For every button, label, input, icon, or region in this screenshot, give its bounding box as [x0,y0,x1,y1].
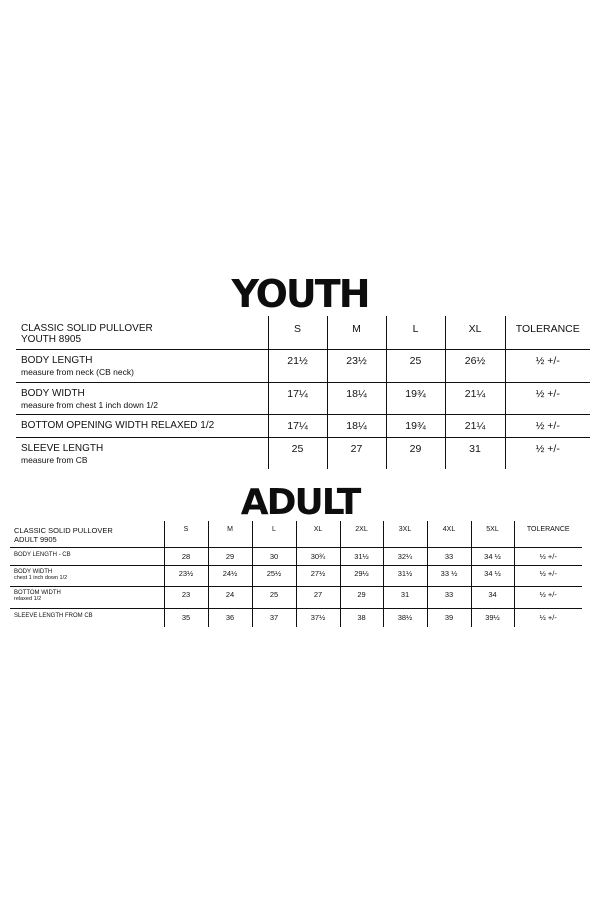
cell-tolerance: ½ +/- [514,565,582,586]
adult-size-m: M [208,521,252,547]
cell-value: 18¼ [327,414,386,437]
cell-value: 39 [427,608,471,627]
cell-value: 32¼ [383,547,427,565]
row-title: SLEEVE LENGTH FROM CB [14,612,93,619]
adult-product-name: CLASSIC SOLID PULLOVER [14,526,113,535]
row-label [16,382,268,414]
cell-value: 37½ [296,608,340,627]
cell-tolerance: ½ +/- [505,382,590,414]
row-label [10,565,164,586]
row-label [10,608,164,627]
cell-value: 30¾ [296,547,340,565]
row-title: BODY LENGTH [21,354,93,366]
cell-value: 34 ½ [471,565,514,586]
table-row [10,608,582,627]
row-title: SLEEVE LENGTH [21,442,104,454]
cell-value: 34 [471,586,514,608]
adult-size-table [10,521,582,627]
youth-tolerance-header: TOLERANCE [505,316,590,349]
cell-value: 25 [252,586,296,608]
cell-value: 25½ [252,565,296,586]
row-title: BOTTOM WIDTH [14,589,61,596]
cell-value: 27 [296,586,340,608]
adult-tolerance-header: TOLERANCE [514,521,582,547]
cell-value: 27 [327,437,386,469]
adult-product-code: ADULT 9905 [14,535,57,544]
table-row [10,547,582,565]
row-label [10,547,164,565]
cell-value: 33 [427,586,471,608]
cell-value: 33 ½ [427,565,471,586]
cell-tolerance: ½ +/- [514,547,582,565]
adult-size-l: L [252,521,296,547]
table-row [16,414,590,437]
youth-size-m: M [327,316,386,349]
youth-size-table [16,316,590,469]
cell-value: 31 [445,437,505,469]
cell-value: 35 [164,608,208,627]
cell-tolerance: ½ +/- [505,349,590,382]
youth-product-cell [16,316,268,349]
adult-heading: ADULT [240,482,360,523]
row-subtitle: relaxed 1/2 [14,595,42,602]
cell-value: 30 [252,547,296,565]
cell-value: 23 [164,586,208,608]
cell-value: 28 [164,547,208,565]
cell-value: 25 [268,437,327,469]
adult-product-cell [10,521,164,547]
youth-product-code: YOUTH 8905 [21,334,82,345]
adult-header-row [10,521,582,547]
cell-value: 26½ [445,349,505,382]
row-title: BODY LENGTH - CB [14,551,71,558]
cell-value: 29 [386,437,445,469]
cell-value: 31½ [383,565,427,586]
cell-value: 17¼ [268,414,327,437]
cell-tolerance: ½ +/- [514,608,582,627]
cell-value: 36 [208,608,252,627]
adult-size-5xl: 5XL [471,521,514,547]
cell-value: 29 [208,547,252,565]
cell-value: 38½ [383,608,427,627]
youth-size-l: L [386,316,445,349]
cell-value: 29½ [340,565,383,586]
cell-value: 29 [340,586,383,608]
row-title: BODY WIDTH [14,568,53,575]
cell-value: 18¼ [327,382,386,414]
cell-value: 39½ [471,608,514,627]
adult-size-s: S [164,521,208,547]
table-row [16,349,590,382]
cell-value: 21¼ [445,414,505,437]
cell-value: 24½ [208,565,252,586]
cell-value: 33 [427,547,471,565]
cell-value: 24 [208,586,252,608]
youth-size-xl: XL [445,316,505,349]
adult-size-3xl: 3XL [383,521,427,547]
youth-product-name: CLASSIC SOLID PULLOVER [21,323,153,334]
cell-value: 25 [386,349,445,382]
row-label [10,586,164,608]
cell-value: 34 ½ [471,547,514,565]
youth-size-s: S [268,316,327,349]
cell-value: 19¾ [386,414,445,437]
row-subtitle: measure from CB [21,454,88,465]
table-row [16,437,590,469]
table-row [10,565,582,586]
row-label [16,437,268,469]
row-label [16,349,268,382]
cell-value: 21¼ [445,382,505,414]
cell-tolerance: ½ +/- [505,414,590,437]
youth-header-row [16,316,590,349]
row-subtitle: measure from chest 1 inch down 1/2 [21,399,159,410]
cell-value: 19¾ [386,382,445,414]
row-subtitle: chest 1 inch down 1/2 [14,574,68,581]
row-label [16,414,268,437]
cell-tolerance: ½ +/- [514,586,582,608]
cell-value: 23½ [164,565,208,586]
table-row [10,586,582,608]
cell-value: 21½ [268,349,327,382]
cell-tolerance: ½ +/- [505,437,590,469]
cell-value: 38 [340,608,383,627]
adult-size-xl: XL [296,521,340,547]
row-title: BODY WIDTH [21,387,85,399]
cell-value: 27½ [296,565,340,586]
adult-size-4xl: 4XL [427,521,471,547]
table-row [16,382,590,414]
row-title: BOTTOM OPENING WIDTH RELAXED 1/2 [21,419,215,431]
cell-value: 31 [383,586,427,608]
cell-value: 17¼ [268,382,327,414]
cell-value: 23½ [327,349,386,382]
youth-heading: YOUTH [231,272,369,316]
row-subtitle: measure from neck (CB neck) [21,366,134,377]
cell-value: 37 [252,608,296,627]
cell-value: 31½ [340,547,383,565]
adult-size-2xl: 2XL [340,521,383,547]
